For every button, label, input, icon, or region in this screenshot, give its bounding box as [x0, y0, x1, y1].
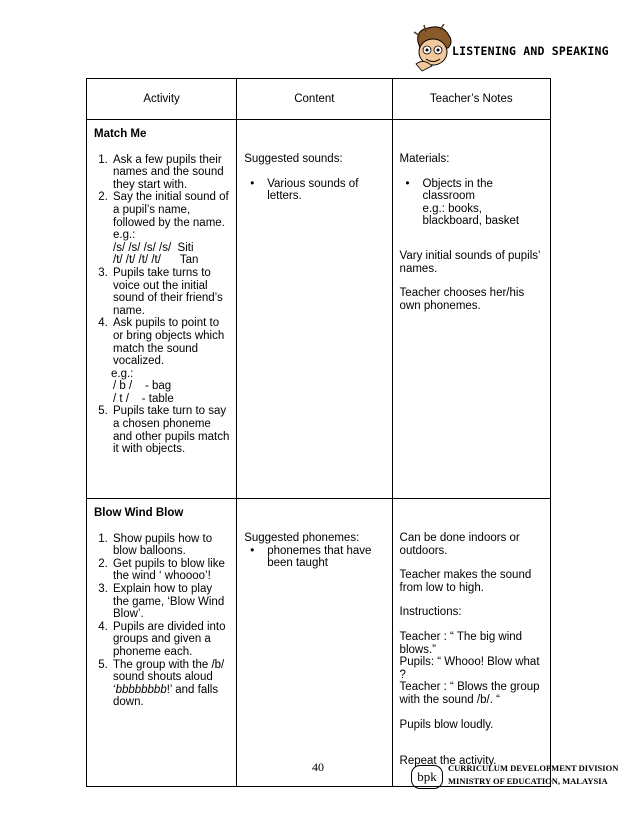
- step-item: 1. Show pupils how to blow balloons.: [111, 533, 230, 558]
- section-title: LISTENING AND SPEAKING: [452, 44, 609, 58]
- step-item: 5. Pupils take turn to say a chosen phoneme and other pupils match it with objects.: [111, 405, 230, 455]
- notes-cell: [392, 499, 550, 787]
- note-paragraph: Repeat the activity.: [399, 755, 497, 768]
- notes-cell: [392, 120, 550, 499]
- step-item: 1. Ask a few pupils their names and the sound they start with.: [111, 154, 230, 192]
- content-bullets: [244, 545, 385, 570]
- activity-title: Blow Wind Blow: [94, 507, 184, 519]
- note-paragraph: Teacher makes the sound from low to high.: [399, 569, 532, 594]
- step-item: 3. Explain how to play the game, ‘Blow Wind Blow’.: [111, 583, 230, 621]
- notes-bullets: [400, 178, 544, 228]
- quote-open: ‘: [113, 683, 116, 696]
- column-header-activity: Activity: [87, 79, 237, 120]
- bullet-text: Objects in the classroom: [422, 177, 493, 203]
- boy-cartoon-icon: [412, 24, 454, 72]
- content-cell: [237, 120, 392, 499]
- activity-cell: [87, 499, 237, 787]
- bullet-example: e.g.: books, blackboard, basket: [422, 202, 520, 228]
- note-paragraph: Vary initial sounds of pupils’ names.: [399, 249, 541, 275]
- organization-name: [448, 762, 618, 788]
- step-text: The group with the /b/ sound shouts aloud: [113, 658, 225, 684]
- activity-title: Match Me: [94, 128, 147, 140]
- bullet-item: • Various sounds of letters.: [267, 178, 385, 203]
- step-emphasis: bbbbbbbb: [115, 683, 167, 696]
- note-paragraph: Can be done indoors or outdoors.: [399, 532, 520, 557]
- step-item: [111, 317, 230, 405]
- step-item: 3. Pupils take turns to voice out the initial sound of their friend’s name.: [111, 267, 230, 317]
- note-paragraph: Teacher chooses her/his own phonemes.: [399, 287, 525, 312]
- column-header-content: Content: [237, 79, 392, 120]
- table-row: [87, 120, 551, 499]
- step-example: e.g.:: [111, 367, 134, 380]
- content-bullets: [244, 178, 385, 203]
- page-number: 40: [312, 760, 324, 774]
- note-paragraph: Pupils: “ Whooo! Blow what ?: [399, 656, 540, 681]
- step-example: / b / - bag: [113, 380, 172, 393]
- step-text: Ask pupils to point to or bring objects which match the sound vocalized.: [113, 317, 225, 368]
- activity-cell: [87, 120, 237, 499]
- table-row: [87, 499, 551, 787]
- bullet-item: [423, 178, 544, 228]
- org-line: MINISTRY OF EDUCATION, MALAYSIA: [448, 776, 608, 786]
- step-example: /t/ /t/ /t/ /t/ Tan: [113, 254, 199, 267]
- content-label: Suggested phonemes:: [244, 532, 360, 544]
- org-line: CURRICULUM DEVELOPMENT DIVISION: [448, 763, 619, 773]
- step-text: Say the initial sound of a pupil’s name, followed by the name. e.g.:: [113, 191, 229, 242]
- activity-steps: [94, 533, 230, 709]
- step-item: 2. Get pupils to blow like the wind ‘ whoooo’!: [111, 558, 230, 583]
- bullet-item: • phonemes that have been taught: [267, 545, 385, 570]
- step-example: / t / - table: [113, 392, 174, 405]
- content-label: Suggested sounds:: [244, 153, 343, 165]
- page-header: [412, 24, 612, 84]
- table-header-row: [87, 79, 551, 120]
- note-paragraph: Pupils blow loudly.: [399, 718, 494, 731]
- note-paragraph: Teacher : “ Blows the group with the sound /b/. “: [399, 681, 540, 706]
- step-item: [111, 191, 230, 267]
- bpk-logo-icon: bpk: [411, 765, 443, 789]
- note-paragraph: Instructions:: [399, 606, 462, 619]
- note-paragraph: Teacher : “ The big wind blows.”: [399, 630, 523, 656]
- step-tail: !’ and falls down.: [113, 683, 219, 709]
- content-cell: [237, 499, 392, 787]
- step-item: [111, 659, 230, 709]
- notes-label: Materials:: [399, 153, 450, 165]
- step-item: 4. Pupils are divided into groups and given a phoneme each.: [111, 621, 230, 659]
- activity-table: [86, 78, 551, 787]
- column-header-notes: Teacher’s Notes: [392, 79, 550, 120]
- activity-steps: [94, 154, 230, 456]
- step-example: /s/ /s/ /s/ /s/ Siti: [113, 241, 194, 254]
